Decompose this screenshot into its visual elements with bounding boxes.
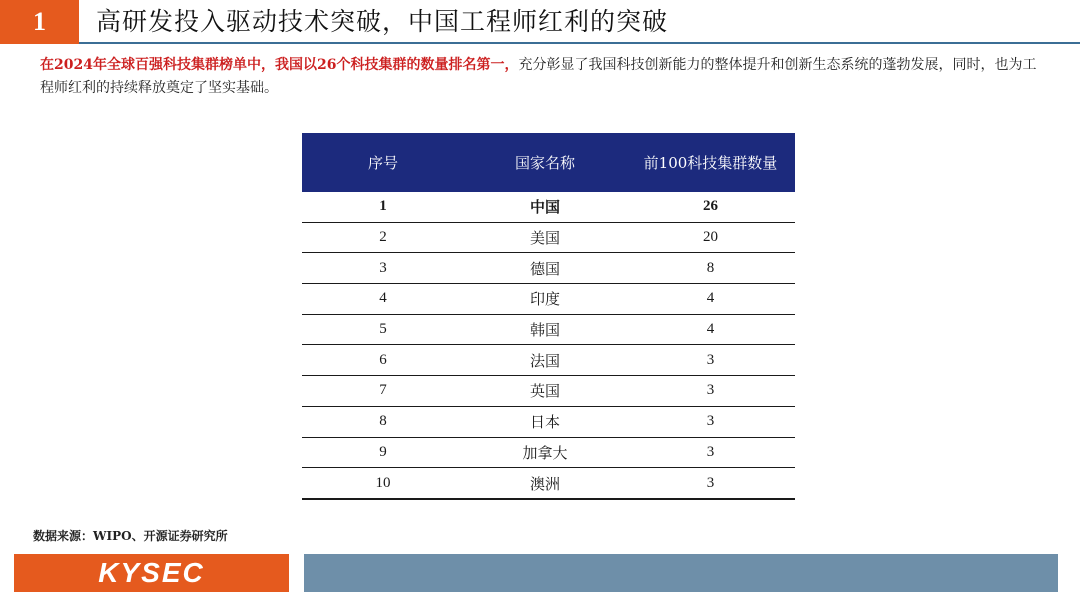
cell-country: 加拿大 (464, 437, 626, 468)
table-row (302, 437, 795, 468)
cell-count: 3 (626, 376, 795, 407)
kysec-logo: KYSEC (14, 554, 289, 592)
cell-country: 印度 (464, 284, 626, 315)
page-title: 高研发投入驱动技术突破，中国工程师红利的突破 (96, 7, 669, 36)
table-header-row (302, 133, 795, 192)
cell-country: 德国 (464, 253, 626, 284)
cell-count: 3 (626, 437, 795, 468)
cell-count: 20 (626, 222, 795, 253)
cell-country: 韩国 (464, 314, 626, 345)
cell-count: 3 (626, 345, 795, 376)
cell-rank: 1 (302, 192, 464, 222)
cell-count: 4 (626, 284, 795, 315)
header-cluster-count: 前100科技集群数量 (626, 133, 795, 192)
section-number: 1 (0, 0, 79, 44)
cell-count: 4 (626, 314, 795, 345)
footer-bar (304, 554, 1058, 592)
table-row (302, 406, 795, 437)
cluster-ranking-table (302, 133, 795, 500)
table-row (302, 284, 795, 315)
cell-count: 26 (626, 192, 795, 222)
header-rank: 序号 (302, 133, 464, 192)
header-divider (79, 42, 1080, 44)
cell-country: 日本 (464, 406, 626, 437)
table-row (302, 468, 795, 499)
cell-rank: 5 (302, 314, 464, 345)
intro-paragraph (40, 54, 1050, 100)
table-row (302, 314, 795, 345)
cell-count: 3 (626, 406, 795, 437)
header-country: 国家名称 (464, 133, 626, 192)
intro-highlight: 在2024年全球百强科技集群榜单中，我国以26个科技集群的数量排名第一， (40, 57, 519, 73)
cell-country: 英国 (464, 376, 626, 407)
data-source-note: 数据来源：WIPO、开源证券研究所 (33, 529, 228, 543)
cell-count: 3 (626, 468, 795, 499)
cell-rank: 3 (302, 253, 464, 284)
cell-rank: 7 (302, 376, 464, 407)
cell-count: 8 (626, 253, 795, 284)
cell-country: 法国 (464, 345, 626, 376)
cell-rank: 9 (302, 437, 464, 468)
table-row (302, 376, 795, 407)
table-row (302, 345, 795, 376)
cell-rank: 10 (302, 468, 464, 499)
table-row (302, 222, 795, 253)
cell-rank: 8 (302, 406, 464, 437)
cell-rank: 2 (302, 222, 464, 253)
table-row (302, 253, 795, 284)
cell-rank: 4 (302, 284, 464, 315)
cell-rank: 6 (302, 345, 464, 376)
cell-country: 澳洲 (464, 468, 626, 499)
table-row (302, 192, 795, 222)
cell-country: 中国 (464, 192, 626, 222)
intro-text: 充分彰显了我国科技创新能力的整体提升和创新生态系统的蓬勃发展，同时，也为工程师红利的持续释放奠定了坚实基础。 (40, 57, 1037, 96)
cell-country: 美国 (464, 222, 626, 253)
